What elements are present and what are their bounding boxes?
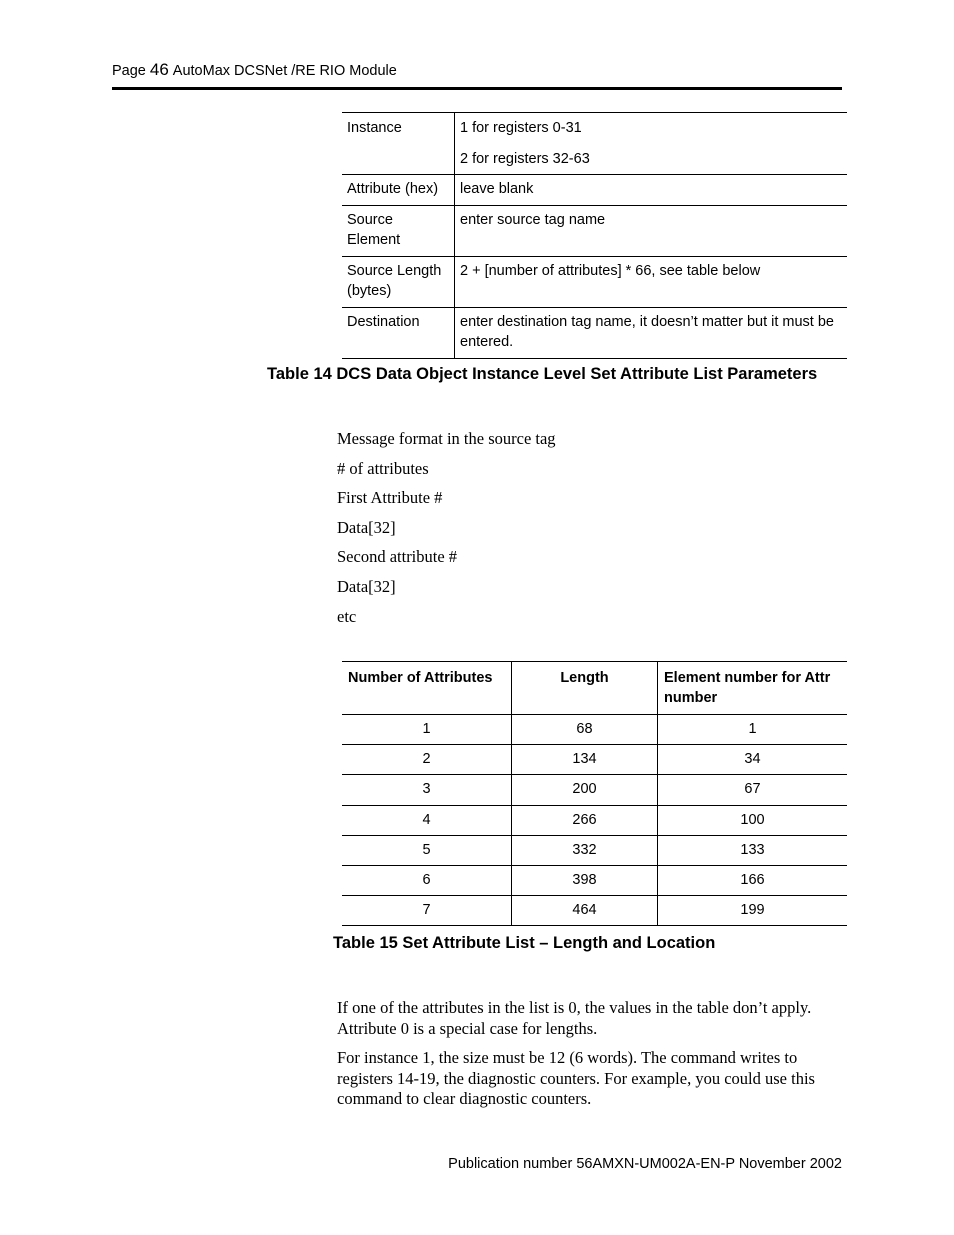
table-cell: 7 <box>342 896 512 926</box>
column-header: Length <box>512 662 658 715</box>
table-header-row <box>342 662 847 715</box>
list-item: Data[32] <box>337 576 396 596</box>
message-format-list <box>337 428 556 635</box>
table-cell: 2 <box>342 745 512 775</box>
param-value-line: 2 for registers 32-63 <box>460 150 590 167</box>
table-row <box>342 256 847 307</box>
table-cell: 133 <box>658 835 848 865</box>
document-title: AutoMax DCSNet /RE RIO Module <box>172 63 397 79</box>
table-cell: 6 <box>342 865 512 895</box>
table-cell: 398 <box>512 865 658 895</box>
column-header: Element number for Attr number <box>658 662 848 715</box>
table-cell: 3 <box>342 775 512 805</box>
page-label: Page <box>112 63 146 79</box>
table-cell: 464 <box>512 896 658 926</box>
table-cell: 1 <box>658 715 848 745</box>
list-item: First Attribute # <box>337 488 443 508</box>
list-item: etc <box>337 606 357 626</box>
length-location-table <box>342 661 847 926</box>
table-cell: 200 <box>512 775 658 805</box>
table-cell: 68 <box>512 715 658 745</box>
param-name: Destination <box>342 307 455 358</box>
table-14-caption: Table 14 DCS Data Object Instance Level Set Attribute List Parameters <box>267 365 818 383</box>
table-row <box>342 805 847 835</box>
param-name: Source Length (bytes) <box>342 256 455 307</box>
table-cell: 4 <box>342 805 512 835</box>
param-value: enter destination tag name, it doesn’t matter but it must be entered. <box>455 307 848 358</box>
table-row <box>342 715 847 745</box>
table-cell: 199 <box>658 896 848 926</box>
page-header <box>112 60 397 80</box>
table-cell: 100 <box>658 805 848 835</box>
list-item: Message format in the source tag <box>337 429 556 448</box>
table-cell: 166 <box>658 865 848 895</box>
param-name: Instance <box>342 113 455 175</box>
param-name: Attribute (hex) <box>342 175 455 206</box>
table-row <box>342 835 847 865</box>
table-cell: 134 <box>512 745 658 775</box>
param-value <box>455 113 848 175</box>
table-row <box>342 113 847 175</box>
table-cell: 5 <box>342 835 512 865</box>
list-item: # of attributes <box>337 458 429 478</box>
param-value: enter source tag name <box>455 205 848 256</box>
list-item: Data[32] <box>337 517 396 537</box>
publication-footer: Publication number 56AMXN-UM002A-EN-P November 2002 <box>448 1156 842 1172</box>
param-value: 2 + [number of attributes] * 66, see table below <box>455 256 848 307</box>
header-rule <box>112 87 842 90</box>
table-cell: 266 <box>512 805 658 835</box>
table-row <box>342 205 847 256</box>
table-cell: 67 <box>658 775 848 805</box>
table-15-caption: Table 15 Set Attribute List – Length and Location <box>333 934 716 952</box>
page-number: 46 <box>149 60 169 79</box>
table-cell: 332 <box>512 835 658 865</box>
table-row <box>342 896 847 926</box>
list-item: Second attribute # <box>337 547 458 567</box>
table-row <box>342 175 847 206</box>
parameters-table <box>342 112 847 359</box>
table-cell: 1 <box>342 715 512 745</box>
param-value-line: 1 for registers 0-31 <box>460 120 582 136</box>
table-row <box>342 307 847 358</box>
body-paragraph: For instance 1, the size must be 12 (6 words). The command writes to registers 14-19, the diagnostic counters. For example, you could use this command to clear diagnostic counters. <box>337 1048 815 1108</box>
table-row <box>342 775 847 805</box>
table-row <box>342 745 847 775</box>
body-paragraph: If one of the attributes in the list is 0, the values in the table don’t apply. Attribute 0 is a special case for lengths. <box>337 998 812 1038</box>
table-row <box>342 865 847 895</box>
param-value: leave blank <box>455 175 848 206</box>
param-name: Source Element <box>342 205 455 256</box>
table-cell: 34 <box>658 745 848 775</box>
column-header: Number of Attributes <box>342 662 512 715</box>
